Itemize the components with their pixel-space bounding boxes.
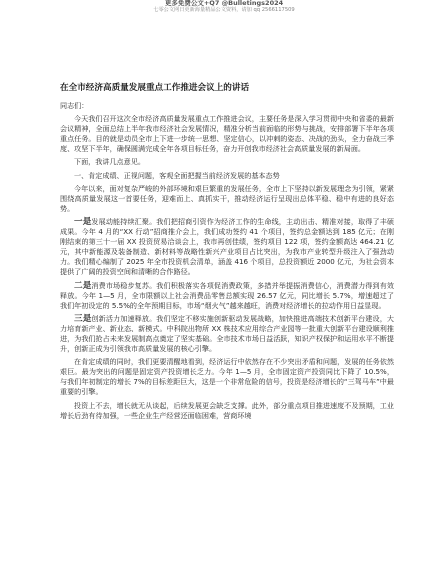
- page-header: [0, 0, 448, 20]
- paragraph-transition: 下面，我讲几点意见。: [74, 157, 145, 167]
- point-3-text: 创新活力加速释放。我们坚定不移实施创新驱动发展战略，加快推进高端技术创新平台建设，大力培育新产业、新业态、新模式。中科院出物所 XX 株技术应用综合产业园等一批重大创新平台建设顺利推进，为我们抢占未来发展制高点奠定了坚实基础。全市技术市场日益活跃，知识产权保护和运用水平不断提升，创新正成为引领我市高质量发展的核心引擎。: [60, 313, 394, 354]
- paragraph-point-3: [60, 314, 394, 354]
- point-2-lead: 二是: [74, 280, 92, 291]
- point-2-text: 消费市场稳步复苏。我们积极落实各项促消费政策，多措并举提振消费信心，消费潜力得到有效释放。今年 1—5 月，全市限额以上社会消费品零售总额实现 26.57 亿元，同比增长 5.7%，增速超过了我们年初设定的 5.5%的全年预期目标，市场“烟火气”越来越旺，消费对经济增长的拉动作用日益显现。: [60, 280, 394, 310]
- paragraph-problems: 在肯定成绩的同时，我们更要清醒地看到，经济运行中依然存在不少突出矛盾和问题，发展的任务依然艰巨。最为突出的问题是固定资产投资增长乏力。今年 1—5 月，全市固定资产投资同比下降了 10.5%，与我们年初制定的增长 7%的目标差距巨大，这是一个非常危险的信号，投资是经济增长的“三驾马车”中最重要的引擎。: [60, 357, 394, 397]
- document-body: [60, 83, 394, 424]
- point-3-lead: 三是: [74, 313, 92, 324]
- section-heading: 一、肯定成绩、正视问题，客观全面把握当前经济发展的基本态势: [74, 170, 280, 180]
- paragraph-intro: 今天我们召开这次全市经济高质量发展重点工作推进会议，主要任务是深入学习贯彻中央和省委的最新会议精神，全面总结上半年我市经济社会发展情况，精准分析当前面临的形势与挑战，安排部署下半年各项重点任务。目的就是动员全市上下进一步统一思想、坚定信心，以冲刺的姿态、决战的劲头，全力奋战三季度、攻坚下半年，确保圆满完成全年各项目标任务，奋力开创我市经济社会高质量发展的新局面。: [60, 114, 394, 154]
- salutation: 同志们：: [60, 101, 89, 110]
- paragraph-overview: 今年以来，面对复杂严峻的外部环境和艰巨繁重的发展任务，全市上下坚持以新发展理念为引领，紧紧围绕高质量发展这一首要任务，迎难而上、真抓实干，推动经济运行呈现出总体平稳、稳中有进的良好态势。: [60, 183, 394, 213]
- header-line-1: 更多免费公文+Q7 @Bulletings2024: [164, 0, 284, 7]
- paragraph-point-1: [60, 217, 394, 278]
- paragraph-point-2: [60, 281, 394, 311]
- header-line-2: 七零公文网日更新海量精品公文资料，请加 qq 2566117509: [153, 7, 295, 13]
- paragraph-continued: 投资上不去，增长就无从谈起，后续发展更会缺乏支撑。此外，部分重点项目推进速度不及预期，工业增长后劲有待加强，一些企业生产经营还面临困难，营商环境: [60, 400, 394, 420]
- document-title: 在全市经济高质量发展重点工作推进会议上的讲话: [60, 83, 250, 93]
- point-1-lead: 一是: [74, 216, 92, 227]
- point-1-text: 发展动能持续汇聚。我们把招商引资作为经济工作的生命线，主动出击、精准对接，取得了丰硕成果。今年 4 月的“XX 行动”招商推介会上，我们成功签约 41 个项目，签约总金额达到 185 亿元；在刚刚结束的第三十一届 XX 投资贸易洽谈会上，我市再创佳绩，签约项目 122 项，签约金额高达 464.21 亿元，其中新能源及装备制造、新材料等战略性新兴产业项目占比突出，为我市产业转型升级注入了强劲动力。我们精心编制了 2025 年全市投资机会清单，涵盖 416 个项目，总投资额近 2000 亿元，为社会资本提供了广阔的投资空间和清晰的合作路径。: [60, 216, 394, 277]
